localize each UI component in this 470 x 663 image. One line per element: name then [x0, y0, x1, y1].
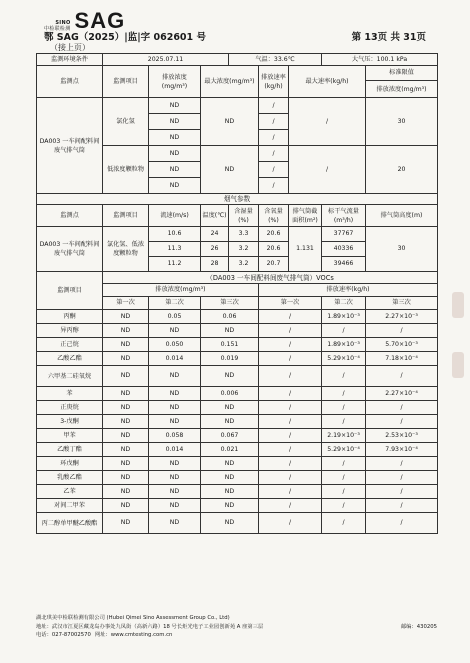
t3-value-cell: 1.89×10⁻³ [322, 310, 366, 324]
t3-value-cell: ND [201, 485, 259, 499]
t3-value-cell: 0.06 [201, 310, 259, 324]
footer-address: 地址：武汉市江夏区藏龙岛办事处九凤街（高新六路）18 号长炬光电子工业园创新苑 A 座第三层 [36, 623, 264, 630]
t3-value-cell: 0.050 [149, 338, 201, 352]
edge-stamp-mark [452, 352, 464, 378]
t3-value-cell: 2.27×10⁻⁴ [366, 387, 438, 401]
t3-value-cell: / [366, 471, 438, 485]
t3-value-cell: ND [103, 387, 149, 401]
t3-item-cell: 正庚烷 [37, 401, 103, 415]
t1-max-rate-cell: / [289, 98, 366, 146]
t3-item-cell: 正己烷 [37, 338, 103, 352]
t3-h-rate: 排放速率(kg/h) [259, 284, 438, 297]
t3-run-label: 第一次 [259, 297, 322, 310]
page-number: 第 13页 共 31页 [351, 32, 426, 43]
t3-value-cell: 2.19×10⁻³ [322, 429, 366, 443]
t3-value-cell: / [366, 415, 438, 429]
t3-body [37, 310, 438, 534]
t3-value-cell: / [366, 324, 438, 338]
conditions-temp: 气温：33.6℃ [229, 54, 322, 66]
t1-conc-cell: ND [149, 114, 201, 130]
t3-value-cell: 0.058 [149, 429, 201, 443]
t2-h-flow: 流速(m/s) [149, 205, 201, 227]
table-row [37, 415, 438, 429]
t3-value-cell: ND [201, 415, 259, 429]
t3-value-cell: ND [201, 471, 259, 485]
edge-stamp-mark [452, 292, 464, 318]
footer-company: 湖北琪美中检联检测有限公司 (Hubei Qimei Sino Assessment Group Co., Ltd) [36, 615, 230, 621]
t3-value-cell: ND [149, 471, 201, 485]
t3-value-cell: ND [201, 366, 259, 387]
t3-value-cell: / [322, 366, 366, 387]
t1-h-limit: 标准限值 [366, 66, 438, 81]
monitoring-table [36, 53, 438, 534]
t1-max-cell: ND [201, 146, 259, 194]
t3-value-cell: ND [103, 415, 149, 429]
t3-value-cell: ND [149, 324, 201, 338]
t3-value-cell: 2.53×10⁻³ [366, 429, 438, 443]
t2-h-area: 排气筒截面积(m²) [289, 205, 322, 227]
t2-o2-cell: 20.7 [259, 257, 289, 272]
t1-h-conc: 排放浓度(mg/m³) [149, 66, 201, 98]
t1-conc-cell: ND [149, 146, 201, 162]
table-row [37, 513, 438, 534]
logo-small-text: SINO [55, 20, 71, 26]
t1-max-rate-cell: / [289, 146, 366, 194]
t2-title-row [37, 194, 438, 205]
t2-item: 氯化氢、低浓度颗粒物 [103, 227, 149, 272]
t3-value-cell: / [322, 401, 366, 415]
t1-limit-cell: 20 [366, 146, 438, 194]
t2-flow-cell: 10.6 [149, 227, 201, 242]
table-row [37, 366, 438, 387]
t3-value-cell: ND [149, 513, 201, 534]
t3-item-cell: 丙二醇单甲醚乙酸酯 [37, 513, 103, 534]
t1-conc-cell: ND [149, 98, 201, 114]
t3-value-cell: 5.29×10⁻⁴ [322, 443, 366, 457]
t3-value-cell: / [259, 338, 322, 352]
t2-moist-cell: 3.3 [229, 227, 259, 242]
t2-h-item: 监测项目 [103, 205, 149, 227]
logo-sub-text: 中检联检测 [44, 26, 71, 32]
t3-value-cell: / [259, 415, 322, 429]
t3-value-cell: / [322, 387, 366, 401]
t1-h-limit-sub: 排放浓度(mg/m³) [366, 81, 438, 98]
t3-item-cell: 乙酸丁酯 [37, 443, 103, 457]
t3-run-label: 第三次 [366, 297, 438, 310]
t3-h-conc: 排放浓度(mg/m³) [103, 284, 259, 297]
t2-h-moist: 含湿量(%) [229, 205, 259, 227]
t2-dry-cell: 39466 [322, 257, 366, 272]
t1-limit-cell: 30 [366, 98, 438, 146]
footer-web: 网址：www.cmtesting.com.cn [94, 632, 173, 639]
t1-rate-cell: / [259, 146, 289, 162]
t3-value-cell: 5.70×10⁻³ [366, 338, 438, 352]
t3-value-cell: ND [103, 429, 149, 443]
t1-rate-cell: / [259, 130, 289, 146]
t3-value-cell: / [322, 324, 366, 338]
t1-rate-cell: / [259, 178, 289, 194]
t3-value-cell: ND [149, 387, 201, 401]
table-row [37, 324, 438, 338]
t3-value-cell: ND [201, 457, 259, 471]
t3-value-cell: 7.93×10⁻⁴ [366, 443, 438, 457]
t3-value-cell: ND [103, 471, 149, 485]
t2-h-temp: 温度(℃) [201, 205, 229, 227]
t3-value-cell: / [259, 324, 322, 338]
conditions-date: 2025.07.11 [103, 54, 229, 66]
t3-run-label: 第二次 [322, 297, 366, 310]
t2-flow-cell: 11.2 [149, 257, 201, 272]
t2-dry-cell: 40336 [322, 242, 366, 257]
t3-value-cell: 0.021 [201, 443, 259, 457]
table-row [37, 227, 438, 242]
t3-value-cell: ND [103, 485, 149, 499]
t1-rate-cell: / [259, 162, 289, 178]
t3-title: （DA003 一车间配料间废气排气筒）VOCs [103, 272, 438, 284]
t3-value-cell: ND [103, 366, 149, 387]
t3-value-cell: 0.151 [201, 338, 259, 352]
t3-value-cell: / [366, 485, 438, 499]
continued-label: （接上页） [50, 43, 90, 52]
document-number: 鄂 SAG（2025）|监|字 062601 号 [44, 32, 206, 43]
t1-item: 氯化氢 [103, 98, 149, 146]
conditions-row [37, 54, 438, 66]
t1-point: DA003 一车间配料间废气排气筒 [37, 98, 103, 194]
table-row [37, 310, 438, 324]
t1-h-rate: 排放速率(kg/h) [259, 66, 289, 98]
t3-item-cell: 六甲基二硅氧烷 [37, 366, 103, 387]
t3-run-label: 第一次 [103, 297, 149, 310]
t3-value-cell: ND [103, 457, 149, 471]
t3-value-cell: ND [103, 338, 149, 352]
t3-value-cell: ND [201, 324, 259, 338]
t3-value-cell: / [366, 499, 438, 513]
t3-value-cell: / [259, 513, 322, 534]
t2-point: DA003 一车间配料间废气排气筒 [37, 227, 103, 272]
t3-item-cell: 甲苯 [37, 429, 103, 443]
t3-value-cell: 0.006 [201, 387, 259, 401]
t1-conc-cell: ND [149, 162, 201, 178]
t3-value-cell: / [322, 457, 366, 471]
t3-value-cell: / [366, 457, 438, 471]
t3-value-cell: / [259, 457, 322, 471]
t3-value-cell: ND [201, 499, 259, 513]
t2-h-dry: 标干气流量(m³/h) [322, 205, 366, 227]
t1-rate-cell: / [259, 114, 289, 130]
table-row [37, 485, 438, 499]
t2-h-o2: 含氧量(%) [259, 205, 289, 227]
logo-big-text: SAG [74, 8, 126, 33]
t3-value-cell: 7.18×10⁻⁴ [366, 352, 438, 366]
t2-h-height: 排气筒高度(m) [366, 205, 438, 227]
t3-value-cell: / [366, 366, 438, 387]
t3-value-cell: ND [149, 401, 201, 415]
t3-value-cell: ND [103, 513, 149, 534]
t1-max-cell: ND [201, 98, 259, 146]
table-row [37, 443, 438, 457]
t1-header-row [37, 66, 438, 81]
t3-item-cell: 乙苯 [37, 485, 103, 499]
footer [36, 614, 437, 640]
footer-postcode: 邮编：430205 [400, 623, 437, 630]
t3-value-cell: ND [201, 401, 259, 415]
t3-value-cell: / [259, 401, 322, 415]
t3-item-cell: 乙酸乙酯 [37, 352, 103, 366]
t3-value-cell: / [259, 471, 322, 485]
t3-value-cell: / [322, 513, 366, 534]
t3-item-cell: 对间二甲苯 [37, 499, 103, 513]
t2-dry-cell: 37767 [322, 227, 366, 242]
t3-item-cell: 异丙醇 [37, 324, 103, 338]
t3-value-cell: ND [149, 366, 201, 387]
t3-value-cell: / [259, 429, 322, 443]
t3-value-cell: / [366, 401, 438, 415]
t3-value-cell: ND [103, 324, 149, 338]
t3-value-cell: ND [103, 352, 149, 366]
t3-value-cell: 0.014 [149, 443, 201, 457]
t2-h-point: 监测点 [37, 205, 103, 227]
t3-value-cell: / [259, 485, 322, 499]
t3-value-cell: / [259, 366, 322, 387]
t3-value-cell: / [259, 387, 322, 401]
table-row [37, 338, 438, 352]
t1-h-max-rate: 最大速率(kg/h) [289, 66, 366, 98]
table-row [37, 457, 438, 471]
t3-item-cell: 苯 [37, 387, 103, 401]
t2-area-cell: 1.131 [289, 227, 322, 272]
t3-item-cell: 环戊酮 [37, 457, 103, 471]
t3-title-row [37, 272, 438, 284]
t1-h-max-conc: 最大浓度(mg/m³) [201, 66, 259, 98]
t3-value-cell: / [259, 443, 322, 457]
table-row [37, 401, 438, 415]
t1-conc-cell: ND [149, 178, 201, 194]
t3-value-cell: ND [103, 443, 149, 457]
t3-value-cell: ND [103, 401, 149, 415]
t3-value-cell: ND [149, 485, 201, 499]
table-row [37, 387, 438, 401]
t3-value-cell: 0.05 [149, 310, 201, 324]
t3-run-label: 第三次 [201, 297, 259, 310]
t1-item: 低浓度颗粒物 [103, 146, 149, 194]
t3-value-cell: ND [201, 513, 259, 534]
t3-value-cell: / [259, 352, 322, 366]
t2-flow-cell: 11.3 [149, 242, 201, 257]
t3-value-cell: ND [103, 310, 149, 324]
t1-conc-cell: ND [149, 130, 201, 146]
t2-o2-cell: 20.6 [259, 227, 289, 242]
t2-o2-cell: 20.6 [259, 242, 289, 257]
t3-value-cell: / [322, 471, 366, 485]
t3-value-cell: / [366, 513, 438, 534]
t2-moist-cell: 3.2 [229, 257, 259, 272]
t3-value-cell: ND [149, 415, 201, 429]
table-row [37, 352, 438, 366]
t1-rate-cell: / [259, 98, 289, 114]
t2-temp-cell: 28 [201, 257, 229, 272]
table-row [37, 98, 438, 114]
table-row [37, 499, 438, 513]
t3-value-cell: ND [149, 457, 201, 471]
t2-height-cell: 30 [366, 227, 438, 272]
conditions-label: 监测环境条件 [37, 54, 103, 66]
table-row [37, 471, 438, 485]
t2-title: 烟气参数 [37, 194, 438, 205]
t1-h-point: 监测点 [37, 66, 103, 98]
t2-temp-cell: 24 [201, 227, 229, 242]
t3-item-cell: 3-戊酮 [37, 415, 103, 429]
t2-temp-cell: 26 [201, 242, 229, 257]
t3-h-item: 监测项目 [37, 272, 103, 310]
t2-moist-cell: 3.2 [229, 242, 259, 257]
t1-h-item: 监测项目 [103, 66, 149, 98]
t3-value-cell: 0.014 [149, 352, 201, 366]
t3-value-cell: / [259, 499, 322, 513]
t3-value-cell: ND [149, 499, 201, 513]
t3-value-cell: / [322, 415, 366, 429]
t3-value-cell: ND [103, 499, 149, 513]
t3-value-cell: 0.019 [201, 352, 259, 366]
t3-value-cell: 5.29×10⁻⁴ [322, 352, 366, 366]
t3-value-cell: 2.27×10⁻³ [366, 310, 438, 324]
t3-item-cell: 丙酮 [37, 310, 103, 324]
t3-value-cell: / [322, 485, 366, 499]
t3-value-cell: 0.067 [201, 429, 259, 443]
t3-value-cell: / [259, 310, 322, 324]
t3-item-cell: 乳酸乙酯 [37, 471, 103, 485]
table-row [37, 429, 438, 443]
t3-value-cell: 1.89×10⁻³ [322, 338, 366, 352]
footer-tel: 电话：027-87002570 [36, 632, 91, 639]
t3-run-label: 第二次 [149, 297, 201, 310]
t2-header-row [37, 205, 438, 227]
t3-value-cell: / [322, 499, 366, 513]
conditions-pressure: 大气压：100.1 kPa [322, 54, 438, 66]
